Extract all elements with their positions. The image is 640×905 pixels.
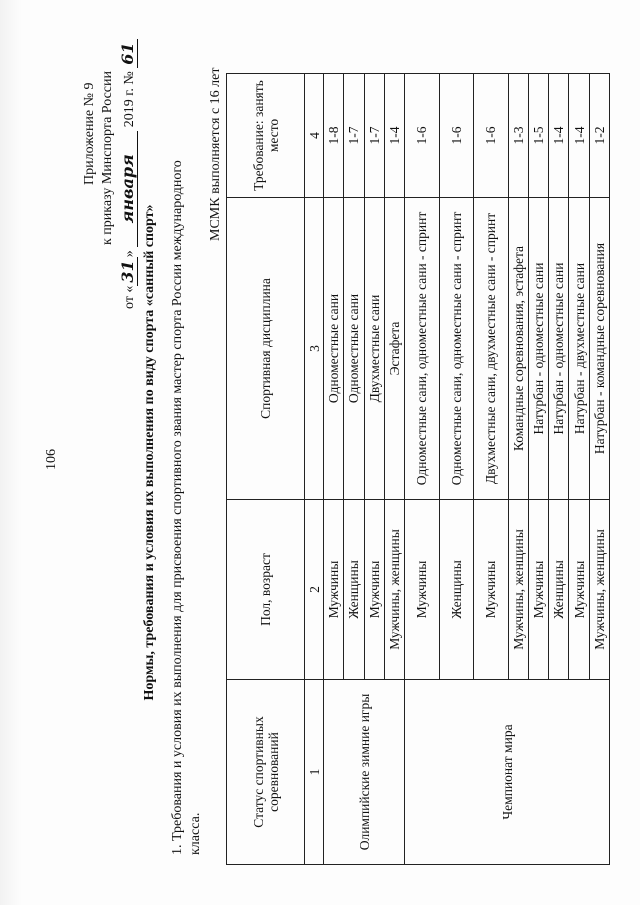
intro-text-line1: 1. Требования и условия их выполнения для присвоения спортивного звания мастер спорта России международного <box>170 160 185 855</box>
discipline-cell: Одноместные сани <box>344 198 364 500</box>
table-row <box>405 74 439 865</box>
place-cell: 1-7 <box>364 74 384 198</box>
discipline-cell: Натурбан - одноместные сани <box>528 198 548 500</box>
column-number: 2 <box>305 500 324 680</box>
requirements-table <box>226 73 610 865</box>
sex-cell: Мужчины, женщины <box>508 500 528 680</box>
sex-cell: Женщины <box>344 500 364 680</box>
column-number-row <box>305 74 324 865</box>
table-row <box>324 74 344 865</box>
table-header-row <box>227 74 305 865</box>
column-number: 1 <box>305 680 324 865</box>
discipline-cell: Натурбан - одноместные сани <box>549 198 569 500</box>
place-cell: 1-6 <box>439 74 473 198</box>
handwritten-number: 61 <box>118 40 138 68</box>
intro-text-line2: класса. <box>188 812 203 855</box>
discipline-cell: Двухместные сани <box>364 198 384 500</box>
place-cell: 1-4 <box>569 74 589 198</box>
discipline-cell: Натурбан - командные соревнования <box>589 198 609 500</box>
handwritten-month: января <box>118 131 138 247</box>
appendix-date: от «31» января 2019 г. № 61 <box>118 40 138 310</box>
sex-cell: Мужчины <box>569 500 589 680</box>
discipline-cell: Натурбан - двухместные сани <box>569 198 589 500</box>
status-cell: Чемпионат мира <box>405 680 610 865</box>
appendix-number: Приложение № 9 <box>82 82 97 185</box>
sex-cell: Мужчины <box>405 500 439 680</box>
discipline-cell: Одноместные сани, одноместные сани - спринт <box>405 198 439 500</box>
column-number: 4 <box>305 74 324 198</box>
sex-cell: Мужчины <box>364 500 384 680</box>
sex-cell: Женщины <box>549 500 569 680</box>
appendix-order: к приказу Минспорта России <box>100 71 115 245</box>
sex-cell: Мужчины, женщины <box>589 500 609 680</box>
document-title: Нормы, требования и условия их выполнения по виду спорта «санный спорт» <box>142 204 157 701</box>
place-cell: 1-7 <box>344 74 364 198</box>
discipline-cell: Двухместные сани, двухместные сани - спринт <box>474 198 508 500</box>
header-status: Статус спортивных соревнований <box>227 680 305 865</box>
page-number: 106 <box>44 449 59 470</box>
place-cell: 1-6 <box>405 74 439 198</box>
place-cell: 1-2 <box>589 74 609 198</box>
sex-cell: Женщины <box>439 500 473 680</box>
sex-cell: Мужчины <box>474 500 508 680</box>
discipline-cell: Одноместные сани, одноместные сани - спринт <box>439 198 473 500</box>
status-cell: Олимпийские зимние игры <box>324 680 405 865</box>
sex-cell: Мужчины <box>324 500 344 680</box>
header-sex-age: Пол, возраст <box>227 500 305 680</box>
column-number: 3 <box>305 198 324 500</box>
place-cell: 1-3 <box>508 74 528 198</box>
header-place: Требование: занять место <box>227 74 305 198</box>
place-cell: 1-5 <box>528 74 548 198</box>
sex-cell: Мужчины <box>528 500 548 680</box>
place-cell: 1-6 <box>474 74 508 198</box>
discipline-cell: Командные соревнования, эстафета <box>508 198 528 500</box>
header-discipline: Спортивная дисциплина <box>227 198 305 500</box>
discipline-cell: Эстафета <box>384 198 404 500</box>
sex-cell: Мужчины, женщины <box>384 500 404 680</box>
handwritten-day: 31 <box>118 257 138 285</box>
age-note: МСМК выполняется с 16 лет <box>208 67 223 241</box>
place-cell: 1-8 <box>324 74 344 198</box>
place-cell: 1-4 <box>549 74 569 198</box>
place-cell: 1-4 <box>384 74 404 198</box>
discipline-cell: Одноместные сани <box>324 198 344 500</box>
